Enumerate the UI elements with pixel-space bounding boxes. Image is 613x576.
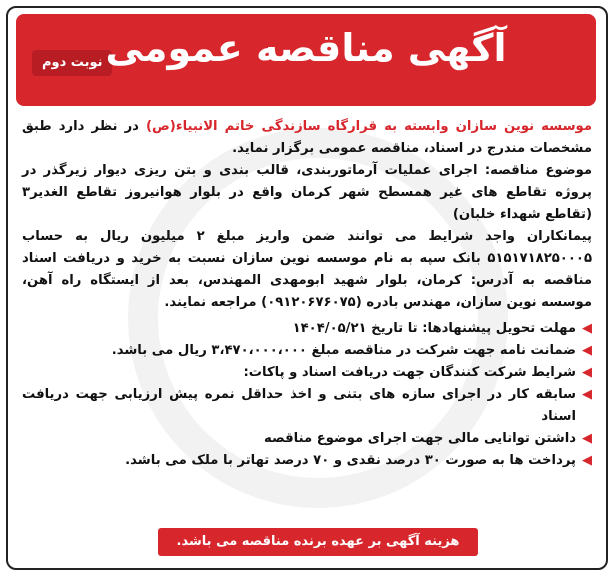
- arrow-bullet-icon: ◀: [582, 365, 592, 380]
- intro-paragraph: [22, 116, 592, 160]
- footer-note: هزینه آگهی بر عهده برنده مناقصه می باشد.: [158, 528, 478, 556]
- list-item: ◀ سابقه کار در اجرای سازه های بتنی و اخذ حداقل نمره پیش ارزیابی جهت دریافت اسناد: [22, 384, 592, 428]
- list-item: ◀ داشتن توانایی مالی جهت اجرای موضوع مناقصه: [22, 428, 592, 450]
- arrow-bullet-icon: ◀: [582, 343, 592, 358]
- notice-title: آگهی مناقصه عمومی: [105, 26, 507, 70]
- header-banner: [16, 14, 596, 106]
- arrow-bullet-icon: ◀: [582, 387, 592, 402]
- list-item: ◀ ضمانت نامه جهت شرکت در مناقصه مبلغ ۳،۴۷۰،۰۰۰،۰۰۰ ریال می باشد.: [22, 340, 592, 362]
- notice-body: [22, 116, 592, 472]
- arrow-bullet-icon: ◀: [582, 321, 592, 336]
- round-badge: نوبت دوم: [32, 50, 112, 76]
- arrow-bullet-icon: ◀: [582, 453, 592, 468]
- list-item: ◀ شرایط شرکت کنندگان جهت دریافت اسناد و پاکات:: [22, 362, 592, 384]
- subject-paragraph: موضوع مناقصه: اجرای عملیات آرماتوربندی، قالب بندی و بتن ریزی دیوار زیرگذر در پروژه تقاطع های غیر همسطح شهر کرمان واقع در بلوار هوانیروز تقاطع الغدیر۳ (تقاطع شهداء خلبان): [22, 163, 592, 222]
- list-item: ◀ پرداخت ها به صورت ۳۰ درصد نقدی و ۷۰ درصد تهاتر با ملک می باشد.: [22, 450, 592, 472]
- organization-name: موسسه نوین سازان وابسته به قرارگاه سازندگی خاتم الانبیاء(ص): [146, 119, 592, 134]
- notice-frame: [6, 6, 608, 570]
- contractors-paragraph: پیمانکاران واجد شرایط می توانند ضمن واریز مبلغ ۲ میلیون ریال به حساب ۵۱۵۱۷۱۸۲۵۰۰۰۵ بانک سپه به نام موسسه نوین سازان نسبت به خرید و دریافت اسناد مناقصه به آدرس: کرمان، بلوار شهید ابومهدی المهندس، بعد از ایستگاه راه آهن، موسسه نوین سازان، مهندس بادره (۰۹۱۲۰۶۷۶۰۷۵) مراجعه نمایند.: [22, 229, 592, 310]
- list-item: ◀ مهلت تحویل پیشنهادها: تا تاریخ ۱۴۰۴/۰۵/۲۱: [22, 318, 592, 340]
- arrow-bullet-icon: ◀: [582, 431, 592, 446]
- conditions-list: [22, 318, 592, 472]
- intro-text: در نظر دارد طبق مشخصات مندرج در اسناد، مناقصه عمومی برگزار نماید.: [22, 119, 592, 156]
